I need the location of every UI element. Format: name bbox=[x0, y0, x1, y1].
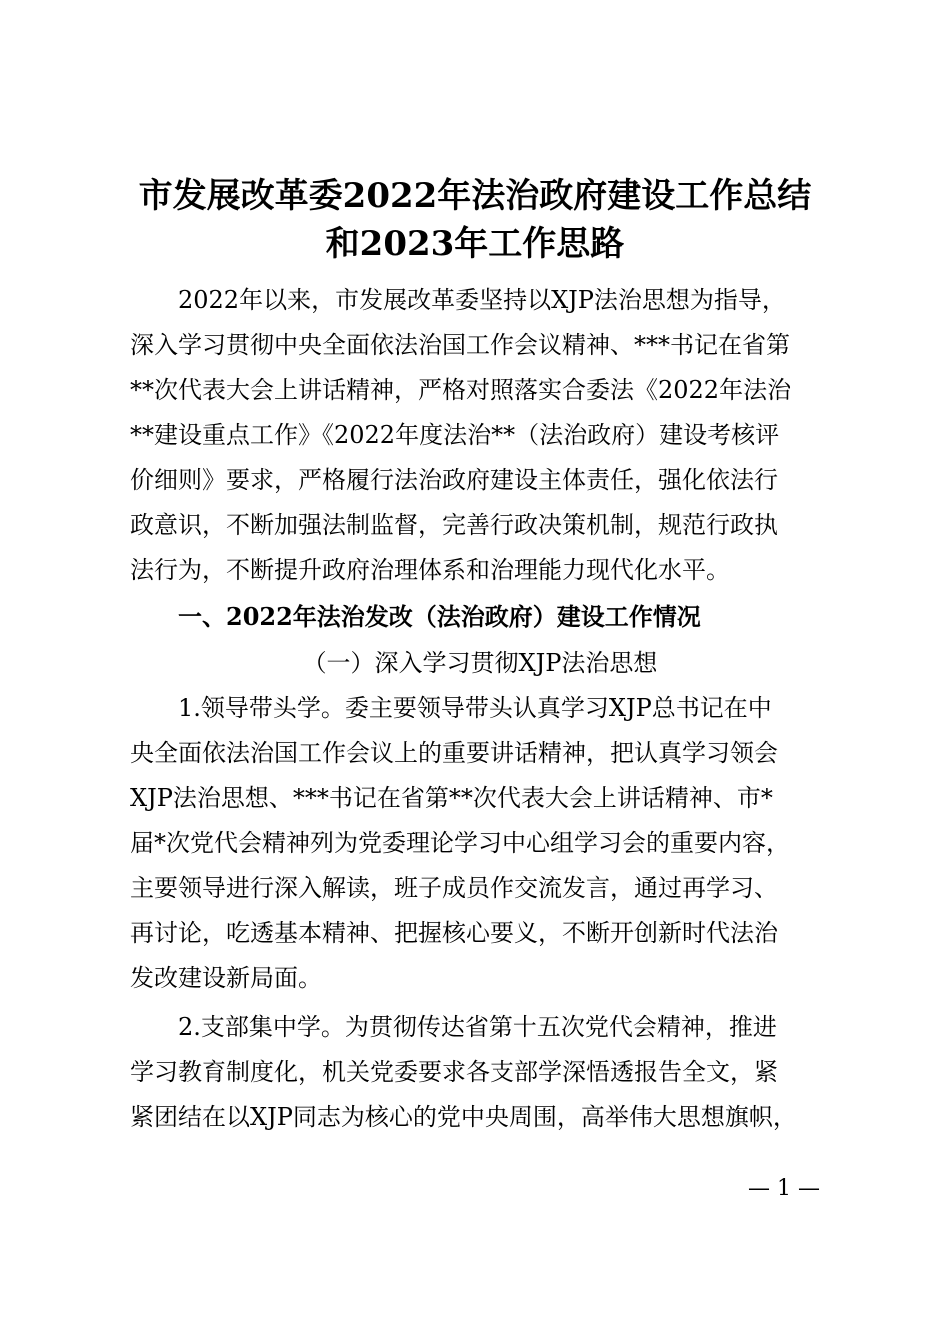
title-line-1: 市发展改革委2022年法治政府建设工作总结 bbox=[138, 176, 812, 216]
text-line: 再讨论，吃透基本精神、把握核心要义，不断开创新时代法治 bbox=[130, 919, 778, 947]
text-line: 发改建设新局面。 bbox=[130, 964, 322, 992]
subsection-heading bbox=[130, 641, 830, 686]
intro-paragraph bbox=[130, 278, 830, 593]
text-line: 2.支部集中学。为贯彻传达省第十五次党代会精神，推进 bbox=[178, 1013, 777, 1041]
page-number: — 1 — bbox=[748, 1176, 820, 1201]
text-line: 深入学习贯彻中央全面依法治国工作会议精神、***书记在省第 bbox=[130, 331, 790, 359]
title-line-2: 和2023年工作思路 bbox=[325, 224, 625, 264]
paragraph-2 bbox=[130, 1005, 830, 1140]
text-line: 2022年以来，市发展改革委坚持以XJP法治思想为指导， bbox=[178, 286, 786, 314]
subsection-heading-text: （一）深入学习贯彻XJP法治思想 bbox=[302, 649, 658, 677]
text-line: 届*次党代会精神列为党委理论学习中心组学习会的重要内容， bbox=[130, 829, 790, 857]
text-line: 紧团结在以XJP同志为核心的党中央周围，高举伟大思想旗帜， bbox=[130, 1103, 797, 1131]
text-line: 主要领导进行深入解读，班子成员作交流发言，通过再学习、 bbox=[130, 874, 778, 902]
text-line: 政意识，不断加强法制监督，完善行政决策机制，规范行政执 bbox=[130, 511, 778, 539]
text-line: XJP法治思想、***书记在省第**次代表大会上讲话精神、市* bbox=[130, 784, 773, 812]
document-title bbox=[100, 172, 850, 268]
text-line: 法行为，不断提升政府治理体系和治理能力现代化水平。 bbox=[130, 556, 730, 584]
text-line: 学习教育制度化，机关党委要求各支部学深悟透报告全文，紧 bbox=[130, 1058, 778, 1086]
text-line: 1.领导带头学。委主要领导带头认真学习XJP总书记在中 bbox=[178, 694, 772, 722]
section-heading bbox=[130, 594, 830, 639]
text-line: **建设重点工作》《2022年度法治**（法治政府）建设考核评 bbox=[130, 421, 780, 449]
paragraph-1 bbox=[130, 686, 830, 1001]
section-heading-text: 一、2022年法治发改（法治政府）建设工作情况 bbox=[178, 602, 701, 631]
text-line: 价细则》要求，严格履行法治政府建设主体责任，强化依法行 bbox=[130, 466, 778, 494]
text-line: 央全面依法治国工作会议上的重要讲话精神，把认真学习领会 bbox=[130, 739, 778, 767]
text-line: **次代表大会上讲话精神，严格对照落实合委法《2022年法治 bbox=[130, 376, 792, 404]
